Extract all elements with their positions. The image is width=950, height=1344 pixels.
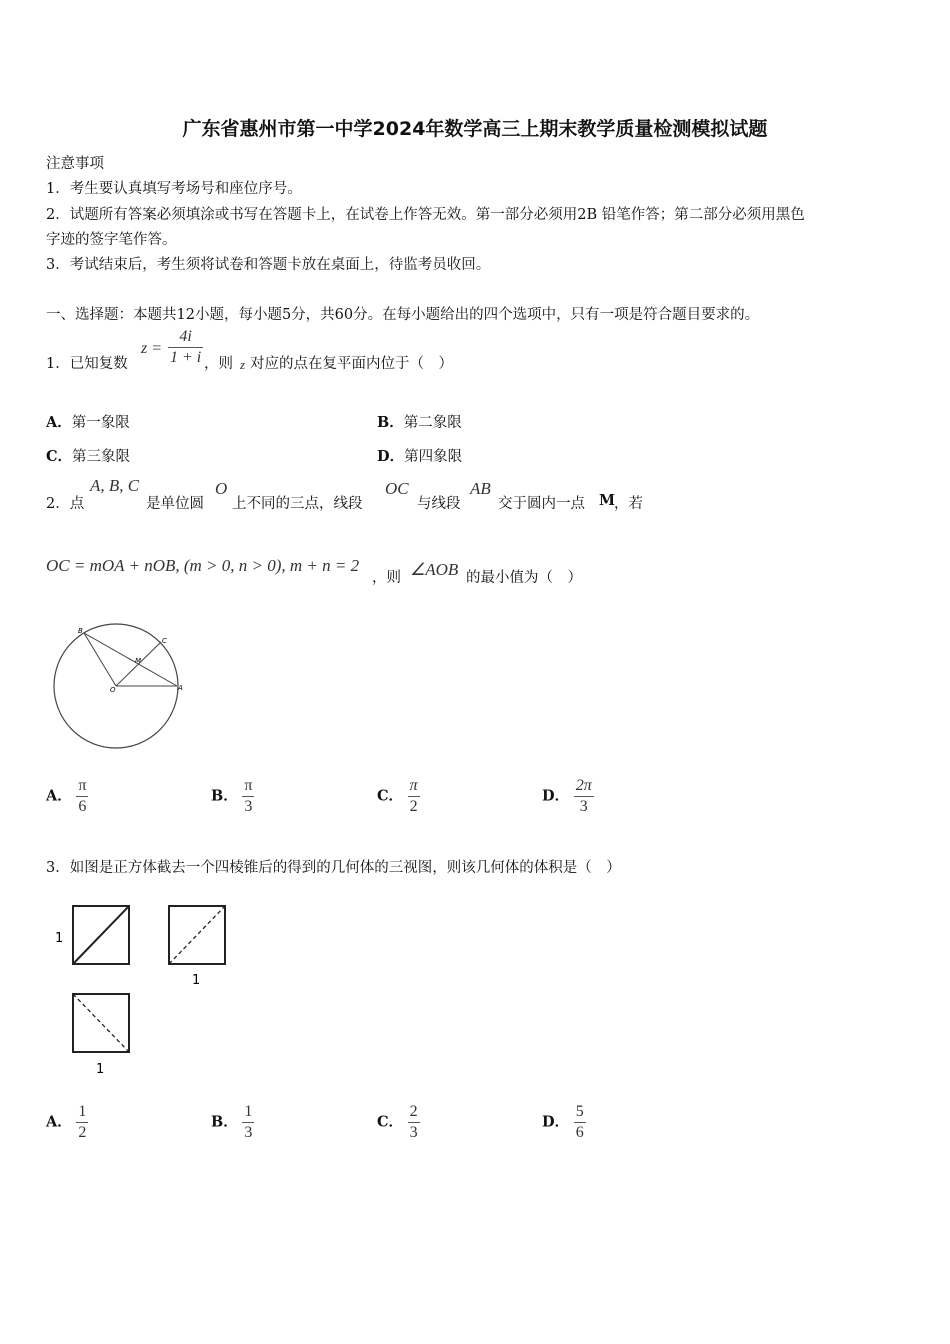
- page-title: 广东省惠州市第一中学2024年数学高三上期末教学质量检测模拟试题: [182, 118, 768, 140]
- q2-condition: OC = mOA + nOB, (m > 0, n > 0), m + n = 2: [46, 556, 360, 575]
- top-view-hidden-edge: [73, 994, 129, 1052]
- q2-text1: 是单位圆: [146, 496, 204, 512]
- q2-text3: 与线段: [417, 496, 461, 512]
- front-view-label: 1: [55, 931, 64, 946]
- q1-option-c[interactable]: C．第三象限: [46, 448, 131, 465]
- q2-angle: ∠AOB: [410, 560, 459, 579]
- q1-prefix: 1．已知复数: [46, 356, 128, 372]
- q1-z: z: [240, 357, 246, 372]
- q2-oc: OC: [385, 479, 409, 498]
- notice-item-2: 2．试题所有答案必须填涂或书写在答题卡上，在试卷上作答无效。第一部分必须用2B 铅笔作答；第二部分必须用黑色: [46, 207, 805, 223]
- q3-text: 3．如图是正方体截去一个四棱锥后的得到的几何体的三视图，则该几何体的体积是（ ）: [46, 860, 621, 876]
- segment-ob: [84, 633, 116, 686]
- q3-option-c[interactable]: C． $\frac{2}{3}$: [377, 1103, 418, 1141]
- q2-abc: A, B, C: [90, 476, 140, 495]
- section-heading: 一、选择题：本题共12小题，每小题5分，共60分。在每小题给出的四个选项中，只有一项是符合题目要求的。: [46, 307, 760, 323]
- q2-ask: 的最小值为（ ）: [466, 570, 582, 586]
- label-a: A: [178, 684, 183, 692]
- q1-option-a[interactable]: A．第一象限: [46, 414, 130, 431]
- q2-ab: AB: [470, 479, 491, 498]
- notice-heading: 注意事项: [46, 156, 104, 172]
- label-m: M: [135, 657, 142, 665]
- q3-option-b[interactable]: B． $\frac{1}{3}$: [211, 1103, 253, 1141]
- q2-o: O: [215, 479, 228, 498]
- label-o: O: [110, 686, 116, 694]
- side-view-label: 1: [192, 973, 201, 988]
- q2-option-d[interactable]: D． $\frac{2\pi}{3}$: [542, 777, 592, 815]
- q3-option-d[interactable]: D． $\frac{5}{6}$: [542, 1103, 584, 1141]
- q2-text2: 上不同的三点，线段: [232, 496, 363, 512]
- top-view-label: 1: [96, 1062, 105, 1077]
- q2-text4: 交于圆内一点: [498, 496, 585, 512]
- q1-option-b[interactable]: B．第二象限: [377, 414, 462, 431]
- notice-item-2-cont: 字迹的签字笔作答。: [46, 232, 177, 248]
- q2-option-a[interactable]: A． $\frac{\pi}{6}$: [46, 777, 87, 815]
- notice-item-3: 3．考试结束后，考生须将试卷和答题卡放在桌面上，待监考员收回。: [46, 257, 491, 273]
- q2-prefix: 2．点: [46, 496, 85, 512]
- q1-option-d[interactable]: D．第四象限: [377, 448, 463, 465]
- q1-suffix: 对应的点在复平面内位于（ ）: [250, 356, 453, 372]
- q3-option-a[interactable]: A． $\frac{1}{2}$: [46, 1103, 87, 1141]
- q1-frac-num: 4i: [168, 327, 203, 348]
- q2-text5: ，若: [614, 496, 643, 512]
- front-view-diagonal: [73, 906, 129, 964]
- q1-fraction: [168, 327, 203, 368]
- top-view: [73, 994, 129, 1052]
- q2-circle-figure: [46, 612, 216, 754]
- q2-option-b[interactable]: B． $\frac{\pi}{3}$: [211, 777, 253, 815]
- label-b: B: [78, 627, 83, 635]
- q2-then: ，则: [372, 570, 401, 586]
- q1-frac-den: 1 + i: [170, 349, 202, 366]
- notice-item-1: 1．考生要认真填写考场号和座位序号。: [46, 181, 302, 197]
- label-c: C: [162, 637, 167, 645]
- q1-mid: ，则: [204, 356, 233, 372]
- q2-m: M: [599, 492, 616, 509]
- q1-z-eq: z =: [141, 340, 163, 357]
- side-view-hidden-edge: [169, 906, 225, 964]
- q2-option-c[interactable]: C． $\frac{\pi}{2}$: [377, 777, 418, 815]
- side-view: [169, 906, 225, 964]
- q3-three-views-figure: [46, 898, 246, 1078]
